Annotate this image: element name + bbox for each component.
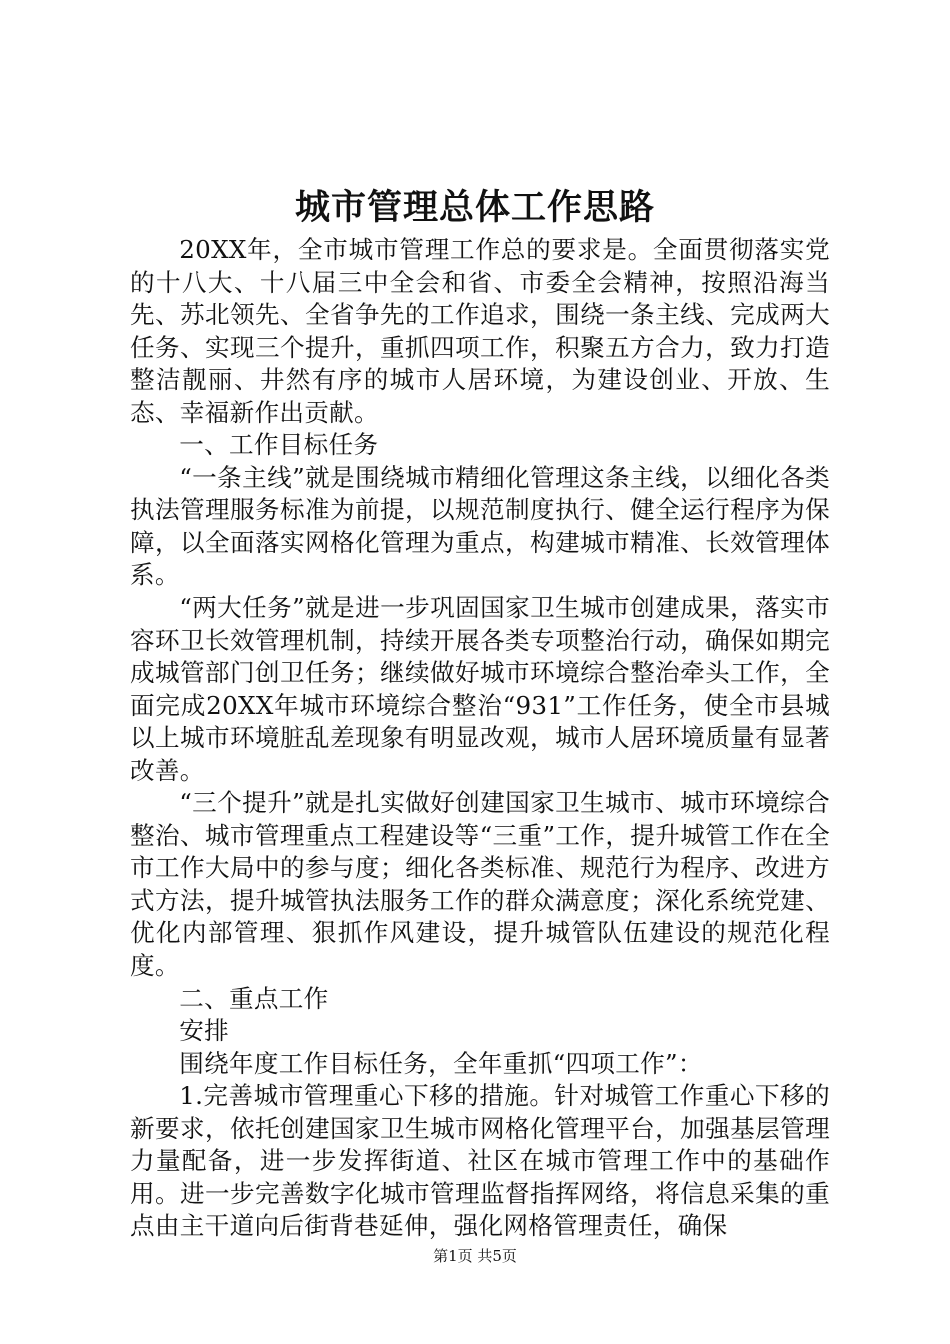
paragraph-main-line: “一条主线”就是围绕城市精细化管理这条主线，以细化各类执法管理服务标准为前提，以规范制度执行、健全运行程序为保障，以全面落实网格化管理为重点，构建城市精准、长效管理体系。 bbox=[130, 462, 830, 590]
page-footer: 第1页 共5页 bbox=[433, 1247, 517, 1265]
paragraph-two-tasks: “两大任务”就是进一步巩固国家卫生城市创建成果，落实市容环卫长效管理机制，持续开展各类专项整治行动，确保如期完成城管部门创卫任务；继续做好城市环境综合整治牵头工作，全面完成20XX年城市环境综合整治“931”工作任务，使全市县城以上城市环境脏乱差现象有明显改观，城市人居环境质量有显著改善。 bbox=[130, 593, 830, 785]
section-heading-2: 二、重点工作 bbox=[179, 983, 329, 1013]
document-title: 城市管理总体工作思路 bbox=[294, 187, 655, 228]
paragraph-three-improvements: “三个提升”就是扎实做好创建国家卫生城市、城市环境综合整治、城市管理重点工程建设等“三重”工作，提升城管工作在全市工作大局中的参与度；细化各类标准、规范行为程序、改进方式方法，提升城管执法服务工作的群众满意度；深化系统党建、优化内部管理、狠抓作风建设，提升城管队伍建设的规范化程度。 bbox=[130, 788, 830, 981]
paragraph-four-works: 围绕年度工作目标任务，全年重抓“四项工作”： bbox=[179, 1048, 703, 1078]
document-body bbox=[130, 234, 830, 1243]
section-heading-1: 一、工作目标任务 bbox=[179, 430, 379, 460]
paragraph-intro: 20XX年，全市城市管理工作总的要求是。全面贯彻落实党的十八大、十八届三中全会和省、市委全会精神，按照沿海当先、苏北领先、全省争先的工作追求，围绕一条主线、完成两大任务、实现三个提升，重抓四项工作，积聚五方合力，致力打造整洁靓丽、井然有序的城市人居环境，为建设创业、开放、生态、幸福新作出贡献。 bbox=[130, 235, 830, 427]
section-heading-2-cont: 安排 bbox=[179, 1016, 229, 1046]
paragraph-item-1: 1.完善城市管理重心下移的措施。针对城管工作重心下移的新要求，依托创建国家卫生城市网格化管理平台，加强基层管理力量配备，进一步发挥街道、社区在城市管理工作中的基础作用。进一步完善数字化城市管理监督指挥网络，将信息采集的重点由主干道向后街背巷延伸，强化网格管理责任，确保 bbox=[130, 1081, 830, 1241]
